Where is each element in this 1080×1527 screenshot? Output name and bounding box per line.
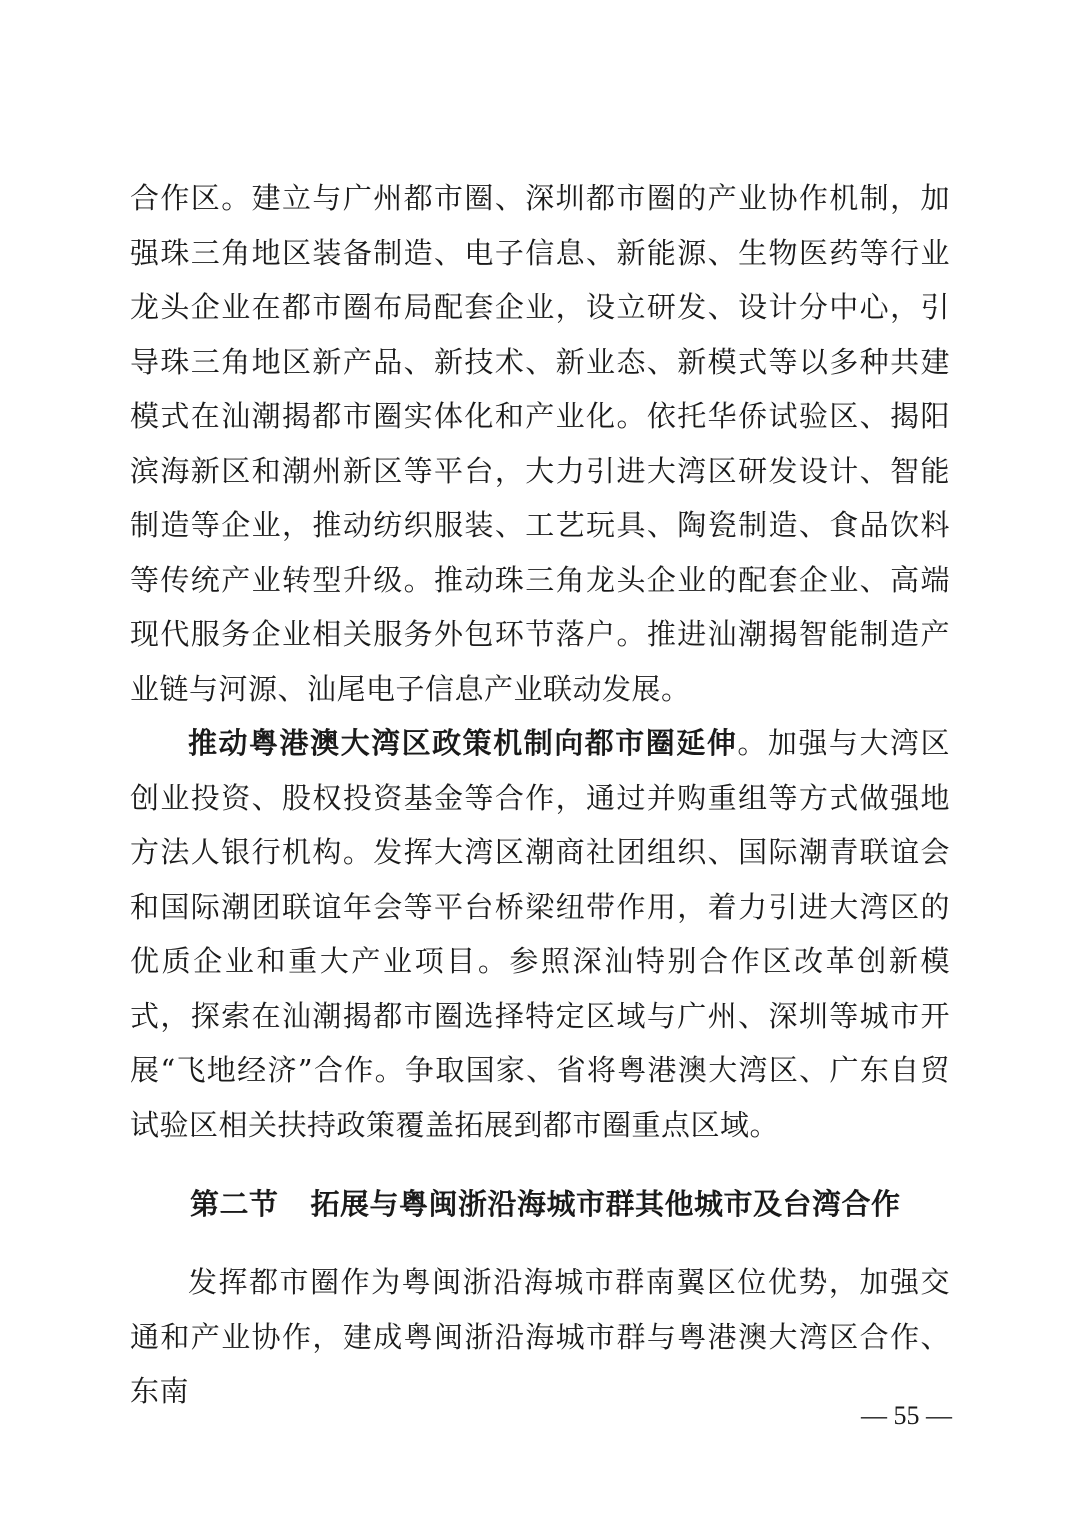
- section-heading: [190, 1177, 1010, 1231]
- body-text-top: [130, 171, 950, 1152]
- section-number: 第二节: [190, 1187, 279, 1221]
- paragraph-text: 。加强与大湾区创业投资、股权投资基金等合作，通过并购重组等方式做强地方法人银行机构。发挥大湾区潮商社团组织、国际潮青联谊会和国际潮团联谊年会等平台桥梁纽带作用，着力引进大湾区的优质企业和重大产业项目。参照深汕特别合作区改革创新模式，探索在汕潮揭都市圈选择特定区域与广州、深圳等城市开展“飞地经济”合作。争取国家、省将粤港澳大湾区、广东自贸试验区相关扶持政策覆盖拓展到都市圈重点区域。: [130, 726, 950, 1142]
- section-title: 拓展与粤闽浙沿海城市群其他城市及台湾合作: [310, 1187, 901, 1221]
- body-text-bottom: [130, 1255, 950, 1419]
- paragraph-continuation: [130, 171, 950, 716]
- paragraph-section-intro: [130, 1255, 950, 1419]
- paragraph-policy-extension: [130, 716, 950, 1152]
- page-number: — 55 —: [861, 1401, 952, 1430]
- paragraph-bold-lead: 推动粤港澳大湾区政策机制向都市圈延伸: [188, 726, 738, 760]
- paragraph-text: 合作区。建立与广州都市圈、深圳都市圈的产业协作机制，加强珠三角地区装备制造、电子信息、新能源、生物医药等行业龙头企业在都市圈布局配套企业，设立研发、设计分中心，引导珠三角地区新产品、新技术、新业态、新模式等以多种共建模式在汕潮揭都市圈实体化和产业化。依托华侨试验区、揭阳滨海新区和潮州新区等平台，大力引进大湾区研发设计、智能制造等企业，推动纺织服装、工艺玩具、陶瓷制造、食品饮料等传统产业转型升级。推动珠三角龙头企业的配套企业、高端现代服务企业相关服务外包环节落户。推进汕潮揭智能制造产业链与河源、汕尾电子信息产业联动发展。: [130, 181, 950, 706]
- paragraph-text: 发挥都市圈作为粤闽浙沿海城市群南翼区位优势，加强交通和产业协作，建成粤闽浙沿海城市群与粤港澳大湾区合作、东南: [130, 1265, 950, 1408]
